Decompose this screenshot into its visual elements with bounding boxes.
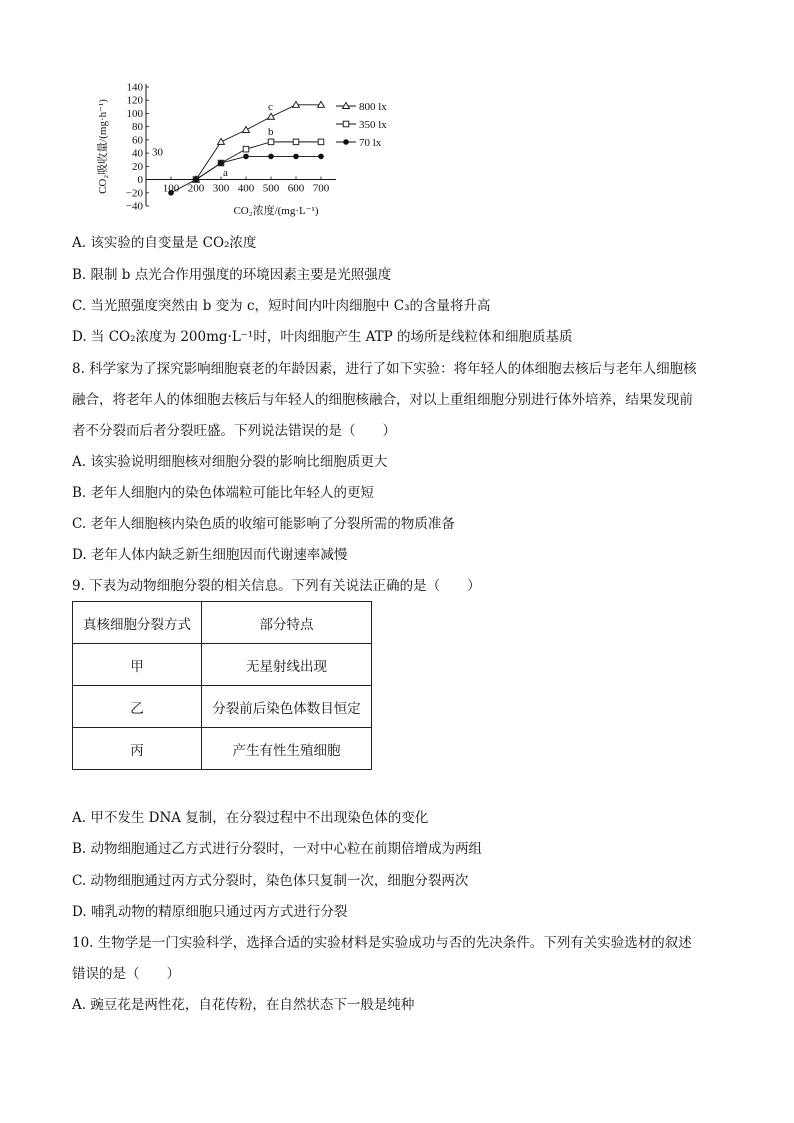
q7-option-a: A. 该实验的自变量是 CO₂浓度 <box>72 235 257 251</box>
table-cell: 丙 <box>73 728 202 770</box>
chart-marks <box>168 101 356 195</box>
y-tick-label: 20 <box>132 160 143 173</box>
data-point-square <box>293 139 299 145</box>
legend-entry: 70 lx <box>359 137 382 149</box>
data-point-triangle <box>268 113 275 119</box>
legend-marker <box>343 103 350 109</box>
q7-option-b: B. 限制 b 点光合作用强度的环境因素主要是光照强度 <box>72 267 392 283</box>
y-axis-label: CO₂吸收量/(mg·h⁻¹) <box>97 99 109 194</box>
q9-option-c: C. 动物细胞通过丙方式分裂时，染色体只复制一次，细胞分裂两次 <box>72 873 469 889</box>
q8-option-a: A. 该实验说明细胞核对细胞分裂的影响比细胞质更大 <box>72 454 388 470</box>
legend-marker <box>343 139 349 145</box>
chart-annotation: b <box>268 125 274 138</box>
chart-annotation: 30 <box>152 146 163 159</box>
q8-stem-line-3: 者不分裂而后者分裂旺盛。下列说法错误的是（ ） <box>72 423 396 439</box>
table-header-cell: 真核细胞分裂方式 <box>73 602 202 644</box>
table-row <box>73 686 372 728</box>
x-tick-label: 500 <box>262 182 280 195</box>
q9-option-a: A. 甲不发生 DNA 复制，在分裂过程中不出现染色体的变化 <box>72 810 429 826</box>
table-header-cell: 部分特点 <box>202 602 372 644</box>
q10-option-a: A. 豌豆花是两性花，自花传粉，在自然状态下一般是纯种 <box>72 997 415 1013</box>
q10-stem-line-2: 错误的是（ ） <box>72 966 180 982</box>
q9-stem: 9. 下表为动物细胞分裂的相关信息。下列有关说法正确的是（ ） <box>72 578 481 594</box>
q7-option-d: D. 当 CO₂浓度为 200mg·L⁻¹时，叶肉细胞产生 ATP 的场所是线粒体和细胞质基质 <box>72 329 573 345</box>
x-axis-label: CO₂浓度/(mg·L⁻¹) <box>233 205 319 217</box>
series-line <box>196 142 321 180</box>
q8-stem-line-2: 融合，将老年人的体细胞去核后与年轻人的细胞核融合，对以上重组细胞分别进行体外培养，结果发现前 <box>72 392 693 408</box>
data-point-dot <box>193 177 199 183</box>
chart-annotation: a <box>223 167 228 180</box>
data-point-dot <box>218 160 224 166</box>
table-cell: 分裂前后染色体数目恒定 <box>202 686 372 728</box>
legend-entry: 350 lx <box>359 119 387 131</box>
q9-option-d: D. 哺乳动物的精原细胞只通过丙方式进行分裂 <box>72 904 348 920</box>
data-point-triangle <box>218 138 225 144</box>
y-tick-label: −20 <box>125 187 143 200</box>
co2-absorption-chart <box>88 76 408 220</box>
data-point-square <box>268 139 274 145</box>
table-cell: 产生有性生殖细胞 <box>202 728 372 770</box>
q9-option-b: B. 动物细胞通过乙方式进行分裂时，一对中心粒在前期倍增成为两组 <box>72 841 483 857</box>
q7-option-c: C. 当光照强度突然由 b 变为 c，短时间内叶肉细胞中 C₃的含量将升高 <box>72 298 491 314</box>
data-point-dot <box>318 154 324 160</box>
table-cell: 无星射线出现 <box>202 644 372 686</box>
chart-annotation: c <box>268 100 273 113</box>
data-point-triangle <box>243 126 250 132</box>
y-tick-label: 40 <box>132 147 143 160</box>
table-row <box>73 644 372 686</box>
table-header-row <box>73 602 372 644</box>
q8-stem-line-1: 8. 科学家为了探究影响细胞衰老的年龄因素，进行了如下实验：将年轻人的体细胞去核后与老年人细胞核 <box>72 361 697 377</box>
data-point-dot <box>268 154 274 160</box>
q8-option-d: D. 老年人体内缺乏新生细胞因而代谢速率减慢 <box>72 547 348 563</box>
legend-entry: 800 lx <box>359 101 387 113</box>
q8-option-b: B. 老年人细胞内的染色体端粒可能比年轻人的更短 <box>72 485 375 501</box>
q10-stem-line-1: 10. 生物学是一门实验科学，选择合适的实验材料是实验成功与否的先决条件。下列有关实验选材的叙述 <box>72 935 692 951</box>
x-tick-label: 600 <box>287 182 305 195</box>
table-cell: 甲 <box>73 644 202 686</box>
data-point-square <box>318 139 324 145</box>
y-tick-label: 0 <box>137 174 143 187</box>
y-tick-label: 140 <box>126 81 143 94</box>
legend-marker <box>343 121 349 127</box>
x-tick-label: 300 <box>212 182 230 195</box>
y-tick-label: 80 <box>132 121 143 134</box>
table-row <box>73 728 372 770</box>
y-tick-label: 120 <box>126 94 143 107</box>
y-tick-label: −40 <box>125 200 143 213</box>
data-point-square <box>243 146 249 152</box>
data-point-triangle <box>318 101 325 107</box>
x-tick-label: 400 <box>237 182 255 195</box>
data-point-triangle <box>293 101 300 107</box>
x-tick-label: 200 <box>187 182 205 195</box>
y-tick-label: 60 <box>132 134 143 147</box>
x-tick-label: 100 <box>162 182 180 195</box>
data-point-dot <box>243 154 249 160</box>
x-tick-label: 700 <box>312 182 330 195</box>
chart-labels <box>95 82 387 218</box>
q8-option-c: C. 老年人细胞核内染色质的收缩可能影响了分裂所需的物质准备 <box>72 516 455 532</box>
q9-table <box>72 601 372 770</box>
table-cell: 乙 <box>73 686 202 728</box>
data-point-dot <box>293 154 299 160</box>
y-tick-label: 100 <box>126 107 143 120</box>
